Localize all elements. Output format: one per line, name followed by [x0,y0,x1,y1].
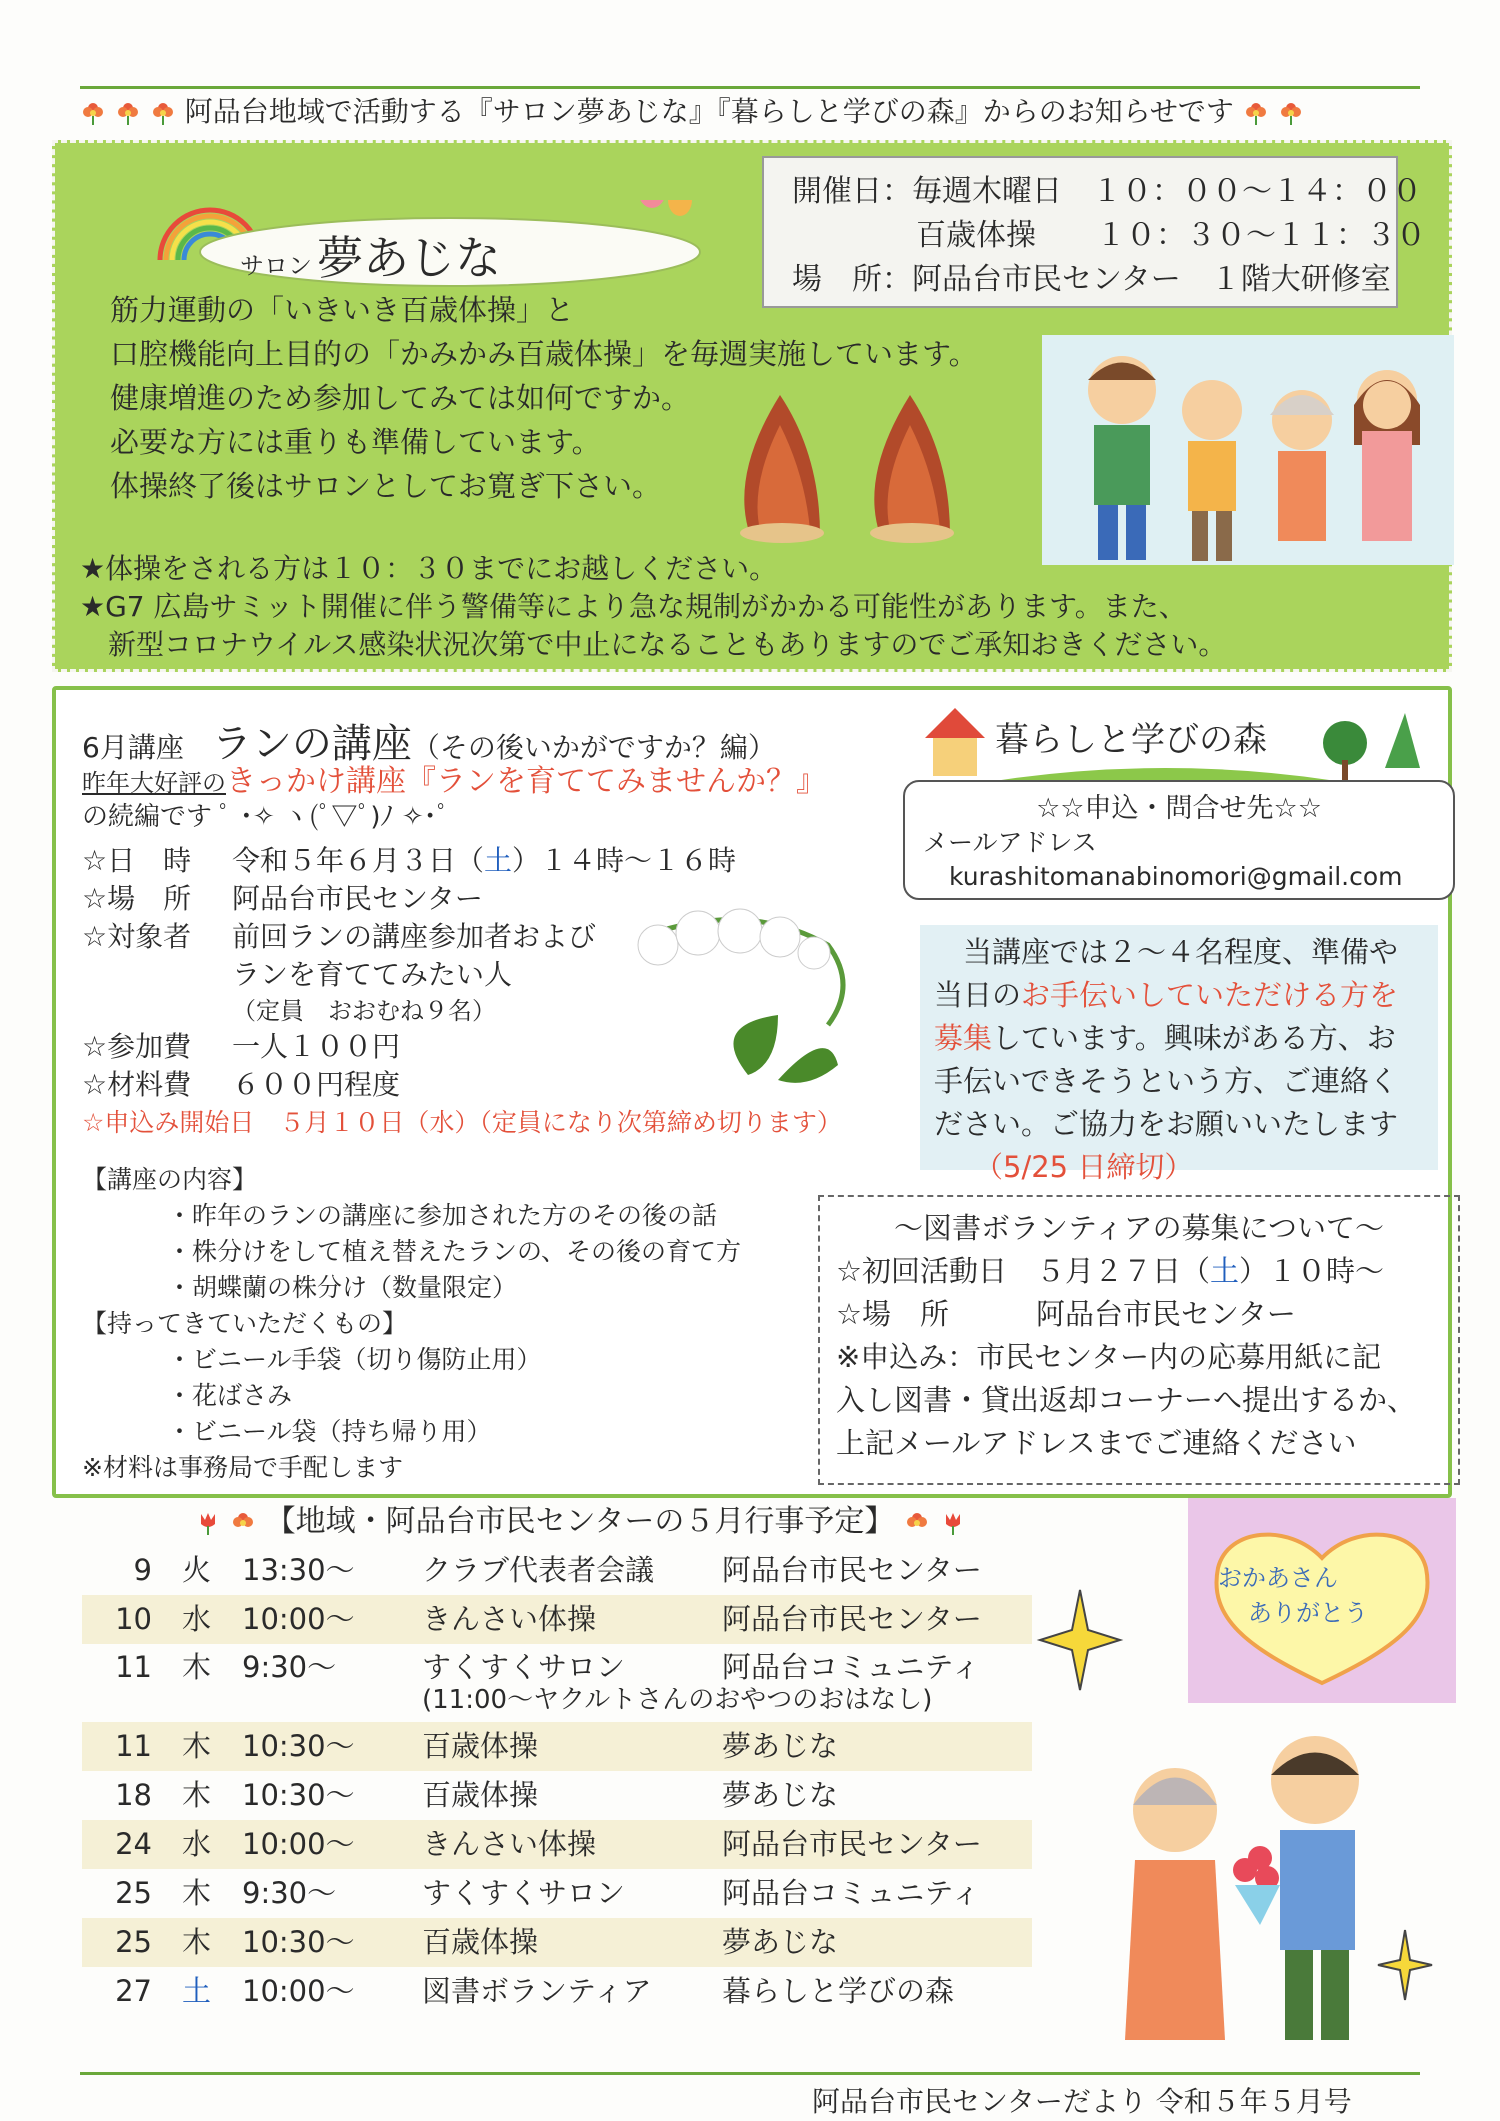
mday-line-1: おかあさん [1218,1564,1338,1592]
contents-item: ・昨年のランの講座に参加された方のその後の話 [167,1201,718,1230]
event-name: きんさい体操 [422,1827,597,1861]
volunteer-weekday: 土 [1210,1254,1240,1288]
volunteer-apply: ※申込み：市民センター内の応募用紙に記 [836,1340,1382,1374]
salon-text-line: 必要な方には重りも準備しています。 [110,425,601,459]
event-time: 10:30～ [242,1729,355,1763]
helper-text-2: しています。興味がある方、お手伝いできそうという方、ご連絡ください。ご協力をお願いいたします [934,1021,1399,1141]
schedule-line-2: 百歳体操 １０：３０～１１：３０ [916,218,1426,253]
helper-recruit-box [920,925,1438,1184]
event-weekday: 木 [182,1778,212,1812]
lecture-prev-label: 昨年大好評の [82,769,226,797]
event-time: 10:00～ [242,1974,355,2008]
fee-value: 一人１００円 [232,1030,401,1063]
lecture-prev-title: きっかけ講座『ランを育ててみませんか？』 [226,764,826,799]
material-note: ※材料は事務局で手配します [82,1453,403,1482]
mday-line-2: ありがとう [1248,1599,1368,1627]
date-value-2: ）１４時～１６時 [512,844,737,877]
salon-note-line: ★体操をされる方は１０：３０までにお越しください。 [80,552,778,585]
orchid-illustration [628,905,858,1090]
schedule-line-1: 開催日：毎週木曜日 １０：００～１４：００ [792,174,1422,209]
event-place: 阿品台市民センター [722,1553,982,1587]
volunteer-apply: 入し図書・貸出返却コーナーへ提出するか、 [836,1383,1417,1417]
lecture-previous [82,756,826,800]
event-weekday: 火 [182,1553,212,1587]
lecture-continuation: の続編です ﾟ ･✧ ヽ(ﾟ▽ﾟ)ﾉ ✧･ﾟ [82,802,450,832]
date-label: ☆日 時 [82,844,192,877]
event-day: 9 [133,1553,152,1587]
schedule-line-3: 場 所：阿品台市民センター １階大研修室 [792,262,1391,297]
event-weekday: 木 [182,1876,212,1910]
event-day: 18 [115,1778,152,1812]
kurashi-title: 暮らしと学びの森 [995,720,1267,760]
event-day: 25 [115,1876,152,1910]
event-time: 13:30～ [242,1553,355,1587]
tulip-icon [940,1510,966,1536]
flower-icon [1243,100,1269,126]
target-label: ☆対象者 [82,920,192,953]
table-row [82,1967,1032,2016]
header-text: 阿品台地域で活動する『サロン夢あじな』『暮らしと学びの森』からのお知らせです [184,95,1234,128]
contents-heading: 【講座の内容】 [82,1165,258,1194]
target-value-2: ランを育ててみたい人 [232,958,513,991]
events-table [82,1546,1032,2016]
event-name: 百歳体操 [422,1729,539,1763]
event-day: 11 [115,1729,152,1763]
lecture-title-main: ランの講座 [211,721,412,767]
sparkle-icon [1020,1560,1140,1720]
table-row [82,1869,1032,1918]
footer: 阿品台市民センターだより 令和５年５月号 [812,2085,1352,2118]
place-value: 阿品台市民センター [232,882,483,915]
header [80,92,1420,132]
family-illustration [1042,335,1454,565]
event-weekday: 木 [182,1925,212,1959]
event-name: きんさい体操 [422,1602,597,1636]
event-weekday: 木 [182,1729,212,1763]
event-time: 10:00～ [242,1827,355,1861]
lecture-month: 6月講座 [82,731,212,764]
salon-text-line: 口腔機能向上目的の「かみかみ百歳体操」を毎週実施しています。 [110,337,978,371]
date-weekday: 土 [484,844,513,877]
event-day: 24 [115,1827,152,1861]
target-value-1: 前回ランの講座参加者および [232,920,597,953]
volunteer-first-1: ☆初回活動日 ５月２７日（ [836,1254,1210,1288]
mothers-day-card [1188,1498,1456,1703]
table-row [82,1771,1032,1820]
event-weekday: 水 [182,1827,212,1861]
salon-text-line: 体操終了後はサロンとしてお寛ぎ下さい。 [110,469,662,503]
salon-logo-text [240,222,501,288]
event-place: 阿品台コミュニティ [722,1650,981,1684]
event-note: (11:00～ヤクルトさんのおやつのおはなし) [422,1685,933,1715]
event-time: 10:30～ [242,1778,355,1812]
fee-label: ☆参加費 [82,1030,192,1063]
email-label: メールアドレス [923,828,1097,857]
volunteer-place: ☆場 所 阿品台市民センター [836,1297,1296,1331]
salon-notes [80,550,1420,664]
flower-icon [230,1510,256,1536]
event-name: クラブ代表者会議 [422,1553,655,1587]
helper-text-1: 当講座では２～４名程度、準備や当日の [934,935,1399,1012]
event-place: 夢あじな [722,1778,839,1812]
event-time: 10:00～ [242,1602,355,1636]
salon-text-line: 筋力運動の「いきいき百歳体操」と [110,293,575,327]
date-value-1: 令和５年６月３日（ [232,844,485,877]
salon-logo-big: 夢あじな [317,231,502,285]
table-row [82,1644,1032,1722]
contact-box [903,780,1455,900]
email-address[interactable]: kurashitomanabinomori@gmail.com [949,862,1403,891]
table-row [82,1595,1032,1644]
volunteer-title: ～図書ボランティアの募集について～ [893,1211,1385,1245]
material-value: ６００円程度 [232,1068,401,1101]
event-day: 11 [115,1650,152,1684]
footer-rule [80,2072,1420,2075]
event-time: 10:30～ [242,1925,355,1959]
event-time: 9:30～ [242,1650,337,1684]
flower-icon [1278,100,1304,126]
flower-icon [150,100,176,126]
table-row [82,1918,1032,1967]
event-name: 百歳体操 [422,1925,539,1959]
volunteer-first-2: ）１０時～ [1239,1254,1385,1288]
place-label: ☆場 所 [82,882,192,915]
contents-item: ・株分けをして植え替えたランの、その後の育て方 [167,1237,742,1266]
event-name: すくすくサロン [422,1876,626,1910]
flower-icon [904,1510,930,1536]
event-place: 夢あじな [722,1925,839,1959]
event-name: すくすくサロン [422,1650,626,1684]
capacity: （定員 おおむね９名） [232,997,496,1025]
event-place: 阿品台市民センター [722,1827,982,1861]
event-weekday: 水 [182,1602,212,1636]
events-title [140,1502,1020,1542]
flower-icon [80,100,106,126]
event-place: 夢あじな [722,1729,839,1763]
event-weekday: 土 [182,1974,212,2008]
salon-note-line: ★G7 広島サミット開催に伴う警備等により急な規制がかかる可能性があります。また、 [80,590,1187,623]
bamboo-shoot-illustration [720,365,1000,545]
bring-item: ・ビニール袋（持ち帰り用） [167,1417,492,1446]
event-place: 阿品台コミュニティ [722,1876,981,1910]
bring-item: ・花ばさみ [167,1381,293,1410]
bring-item: ・ビニール手袋（切り傷防止用） [167,1345,542,1374]
salon-schedule-box [762,156,1426,308]
event-place: 暮らしと学びの森 [722,1974,955,2008]
contact-title: ☆☆申込・問合せ先☆☆ [1036,793,1322,824]
apply-start: ☆申込み開始日 ５月１０日（水）（定員になり次第締め切ります） [82,1108,842,1137]
table-row [82,1722,1032,1771]
event-day: 25 [115,1925,152,1959]
event-weekday: 木 [182,1650,212,1684]
volunteer-apply: 上記メールアドレスまでご連絡ください [836,1426,1357,1460]
helper-deadline: （5/25 日締切） [974,1150,1194,1184]
lecture-subtitle: （その後いかがですか？編） [411,731,776,764]
flower-icon [115,100,141,126]
event-name: 百歳体操 [422,1778,539,1812]
salon-note-line: 新型コロナウイルス感染状況次第で中止になることもありますのでご承知おきください。 [80,628,1227,661]
family-people-icon [1042,335,1454,565]
event-time: 9:30～ [242,1876,337,1910]
event-place: 阿品台市民センター [722,1602,982,1636]
event-day: 27 [115,1974,152,2008]
table-row [82,1546,1032,1595]
tulip-icon [195,1510,221,1536]
contents-item: ・胡蝶蘭の株分け（数量限定） [167,1273,518,1302]
volunteer-box [818,1195,1460,1485]
event-name: 図書ボランティア [422,1974,652,2008]
material-label: ☆材料費 [82,1068,192,1101]
event-day: 10 [115,1602,152,1636]
salon-logo-small: サロン [240,252,312,280]
salon-text-line: 健康増進のため参加してみては如何ですか。 [110,381,691,415]
events-title-text: 【地域・阿品台市民センターの５月行事予定】 [265,1504,895,1539]
table-row [82,1820,1032,1869]
couple-illustration [1095,1720,1395,2050]
top-rule [80,86,1420,89]
helper-text-red: お手伝いしていただける方を募集 [934,978,1399,1055]
bring-heading: 【持ってきていただくもの】 [82,1309,408,1338]
